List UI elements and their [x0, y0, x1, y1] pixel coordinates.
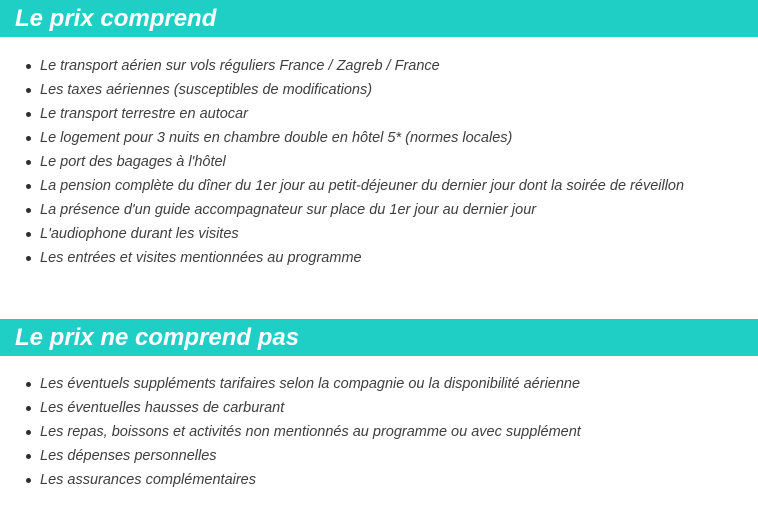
- bullet-icon: [26, 382, 31, 387]
- bullet-icon: [26, 478, 31, 483]
- included-item: [0, 174, 684, 198]
- included-item-text: Le logement pour 3 nuits en chambre double en hôtel 5* (normes locales): [40, 130, 513, 146]
- excluded-item-text: Les dépenses personnelles: [40, 448, 217, 464]
- included-item: [0, 150, 684, 174]
- included-item: [0, 198, 684, 222]
- bullet-icon: [26, 256, 31, 261]
- excluded-item: [0, 420, 581, 444]
- excluded-section-header: [0, 319, 758, 356]
- bullet-icon: [26, 430, 31, 435]
- included-item-text: Le transport aérien sur vols réguliers France / Zagreb / France: [40, 58, 440, 74]
- included-item-text: Les entrées et visites mentionnées au programme: [40, 250, 362, 266]
- bullet-icon: [26, 136, 31, 141]
- excluded-section-title: Le prix ne comprend pas: [15, 323, 300, 351]
- bullet-icon: [26, 454, 31, 459]
- included-section-title: Le prix comprend: [15, 4, 217, 32]
- included-item: [0, 102, 684, 126]
- excluded-item-text: Les repas, boissons et activités non mentionnés au programme ou avec supplément: [40, 424, 581, 440]
- included-item-text: L'audiophone durant les visites: [40, 226, 239, 242]
- bullet-icon: [26, 112, 31, 117]
- excluded-item-text: Les éventuelles hausses de carburant: [40, 400, 285, 416]
- excluded-item: [0, 396, 581, 420]
- excluded-item-text: Les éventuels suppléments tarifaires selon la compagnie ou la disponibilité aérienne: [40, 376, 581, 392]
- bullet-icon: [26, 208, 31, 213]
- included-section-header: [0, 0, 758, 37]
- bullet-icon: [26, 406, 31, 411]
- excluded-item: [0, 444, 581, 468]
- excluded-item: [0, 372, 581, 396]
- excluded-item-text: Les assurances complémentaires: [40, 472, 256, 488]
- bullet-icon: [26, 88, 31, 93]
- included-item-text: Le port des bagages à l'hôtel: [40, 154, 226, 170]
- excluded-list: [0, 372, 581, 492]
- bullet-icon: [26, 160, 31, 165]
- excluded-item: [0, 468, 581, 492]
- included-item-text: La pension complète du dîner du 1er jour au petit-déjeuner du dernier jour dont la soirée de réveillon: [40, 178, 685, 194]
- included-list: [0, 54, 684, 270]
- included-item-text: La présence d'un guide accompagnateur sur place du 1er jour au dernier jour: [40, 202, 537, 218]
- included-item: [0, 78, 684, 102]
- included-item: [0, 126, 684, 150]
- included-item: [0, 222, 684, 246]
- included-item: [0, 246, 684, 270]
- bullet-icon: [26, 64, 31, 69]
- bullet-icon: [26, 232, 31, 237]
- bullet-icon: [26, 184, 31, 189]
- included-item-text: Le transport terrestre en autocar: [40, 106, 248, 122]
- included-item-text: Les taxes aériennes (susceptibles de modifications): [40, 82, 373, 98]
- included-item: [0, 54, 684, 78]
